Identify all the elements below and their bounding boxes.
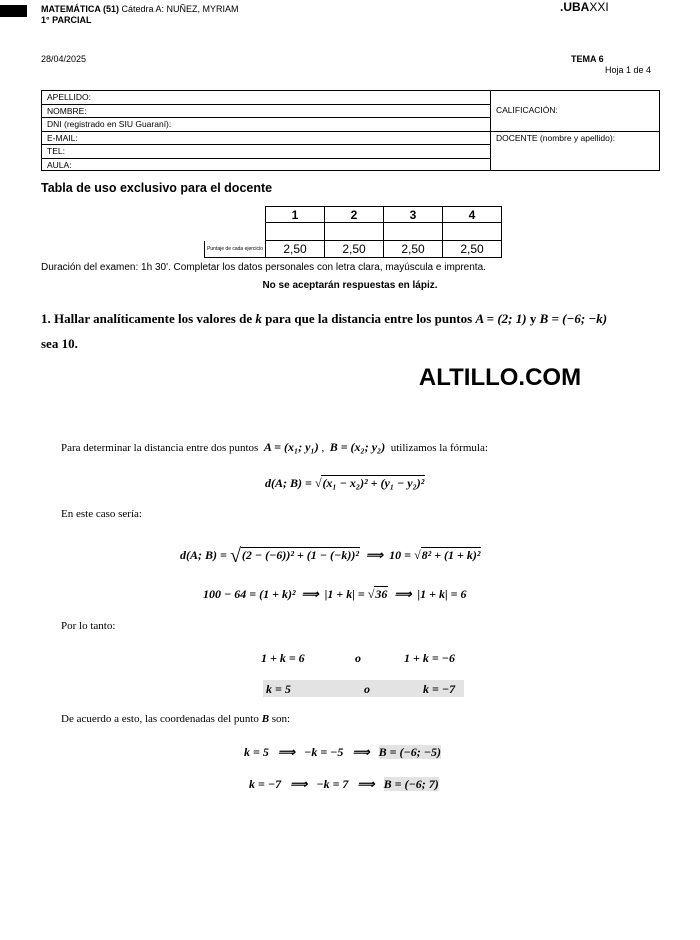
case-2: 1 + k = −6	[404, 651, 455, 665]
grade-col-3: 3	[384, 207, 443, 223]
coords-line-2: k = −7 ⟹ −k = 7 ⟹ B = (−6; 7)	[249, 777, 439, 791]
calificacion-cell[interactable]: CALIFICACIÓN:	[491, 91, 660, 132]
grade-input-2[interactable]	[325, 223, 384, 241]
result-2: k = −7	[423, 682, 456, 696]
duration-instructions: Duración del examen: 1h 30'. Completar los datos personales con letra clara, mayúscula e imprenta.	[41, 262, 486, 273]
distance-formula: d(A; B) = √(x₁ − x₂)² + (y₁ − y₂)²	[265, 476, 425, 490]
exam-date: 28/04/2025	[41, 54, 87, 64]
tema-label: TEMA 6	[571, 54, 604, 64]
solution-intro: Para determinar la distancia entre dos puntos A = (x₁; y₁) , B = (x₂; y₂) utilizamos la fórmula:	[61, 440, 488, 454]
case-or: o	[355, 651, 361, 665]
coordinates-intro: De acuerdo a esto, las coordenadas del punto B son:	[61, 713, 291, 725]
grade-input-1[interactable]	[266, 223, 325, 241]
result-or: o	[364, 682, 370, 696]
field-apellido[interactable]: APELLIDO:	[42, 91, 490, 105]
personal-data-fields	[42, 91, 491, 170]
por-lo-tanto: Por lo tanto:	[61, 620, 116, 632]
header-black-bar	[0, 5, 27, 17]
score-1: 2,50	[266, 241, 325, 258]
field-dni[interactable]: DNI (registrado en SIU Guaraní):	[42, 118, 490, 132]
grade-col-4: 4	[443, 207, 502, 223]
course-title: MATEMÁTICA (51) Cátedra A: NUÑEZ, MYRIAM	[41, 4, 239, 14]
grading-table	[204, 206, 502, 258]
score-4: 2,50	[443, 241, 502, 258]
personal-data-table	[41, 90, 660, 171]
parcial-label: 1° PARCIAL	[41, 15, 92, 25]
result-1: k = 5	[266, 682, 291, 696]
grading-table-title: Tabla de uso exclusivo para el docente	[41, 181, 273, 195]
coords-line-1: k = 5 ⟹ −k = −5 ⟹ B = (−6; −5)	[244, 745, 442, 759]
grade-input-4[interactable]	[443, 223, 502, 241]
score-2: 2,50	[325, 241, 384, 258]
uba-xxi-logo: .UBAXXI	[560, 0, 609, 14]
field-nombre[interactable]: NOMBRE:	[42, 105, 490, 119]
watermark: ALTILLO.COM	[418, 364, 582, 391]
grade-col-2: 2	[325, 207, 384, 223]
grade-col-1: 1	[266, 207, 325, 223]
pencil-warning: No se aceptarán respuestas en lápiz.	[262, 280, 438, 291]
equation-2: 100 − 64 = (1 + k)² ⟹ |1 + k| = √36 ⟹ |1 + k| = 6	[203, 587, 467, 601]
field-aula[interactable]: AULA:	[47, 159, 72, 170]
docente-cell[interactable]: DOCENTE (nombre y apellido):	[496, 133, 616, 143]
case-1: 1 + k = 6	[261, 651, 305, 665]
score-3: 2,50	[384, 241, 443, 258]
en-este-caso: En este caso sería:	[61, 508, 142, 520]
field-tel[interactable]: TEL:	[42, 145, 490, 159]
score-row-label: Puntaje de cada ejercicio	[205, 241, 266, 258]
question-1: 1. Hallar analíticamente los valores de k para que la distancia entre los puntos A = (2; 1) y B = (−6; −k) sea 10.	[41, 311, 608, 351]
field-email[interactable]: E-MAIL:	[42, 132, 490, 146]
page-counter: Hoja 1 de 4	[605, 65, 652, 75]
grade-input-3[interactable]	[384, 223, 443, 241]
equation-1: d(A; B) = √(2 − (−6))² + (1 − (−k))² ⟹ 10 = √8² + (1 + k)²	[180, 545, 481, 567]
